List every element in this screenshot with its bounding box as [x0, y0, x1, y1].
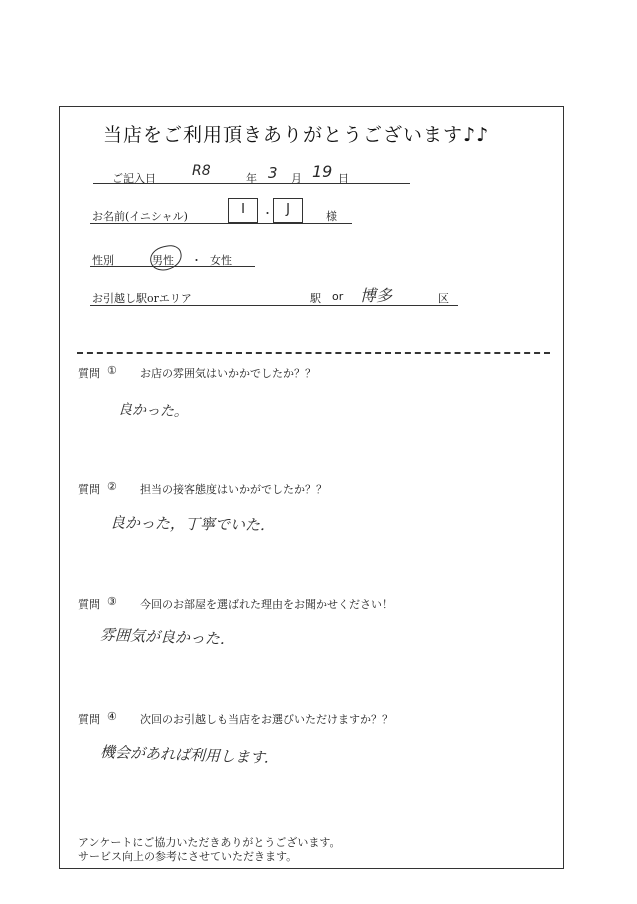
moving-label: お引越し駅orエリア	[92, 292, 192, 305]
entry-date-underline	[93, 183, 410, 184]
gender-option-male: 男性	[152, 254, 174, 267]
gender-underline	[90, 266, 255, 267]
entry-date-year-unit: 年	[246, 172, 257, 185]
name-label: お名前(イニシャル)	[92, 210, 188, 223]
question-2-answer: 良かった，丁寧でいた．	[109, 513, 276, 535]
entry-date-year: R8	[192, 163, 211, 179]
question-4-text: 次回のお引越しも当店をお選びいただけますか？？	[140, 713, 393, 726]
gender-option-female: 女性	[210, 254, 232, 267]
name-suffix: 様	[326, 210, 337, 223]
entry-date-day-unit: 日	[338, 172, 349, 185]
question-4-number: ④	[107, 710, 117, 723]
footer-line-2: サービス向上の参考にさせていただきます。	[78, 850, 298, 863]
question-1-label: 質問	[78, 367, 100, 380]
station-unit: 駅	[310, 292, 321, 305]
moving-underline	[90, 305, 458, 306]
question-2-label: 質問	[78, 483, 100, 496]
page-title: 当店をご利用頂きありがとうございます♪♪	[103, 124, 490, 146]
question-1-answer: 良かった。	[117, 401, 189, 421]
entry-date-month-unit: 月	[291, 172, 302, 185]
question-1-text: お店の雰囲気はいかかでしたか？？	[140, 367, 316, 380]
gender-separator: ・	[191, 254, 202, 267]
or-text: or	[332, 290, 344, 303]
entry-date-month: 3	[268, 164, 278, 182]
question-3-number: ③	[107, 595, 117, 608]
question-3-label: 質問	[78, 598, 100, 611]
footer-note	[78, 836, 340, 864]
section-divider	[77, 352, 550, 354]
question-2-number: ②	[107, 480, 117, 493]
footer-line-1: アンケートにご協力いただきありがとうございます。	[78, 836, 341, 849]
question-1-number: ①	[107, 364, 117, 377]
question-4-label: 質問	[78, 713, 100, 726]
area-unit: 区	[438, 292, 449, 305]
entry-date-day: 19	[312, 162, 333, 181]
area-answer: 博多	[360, 286, 393, 305]
question-2-text: 担当の接客態度はいかがでしたか？？	[140, 483, 327, 496]
question-3-text: 今回のお部屋を選ばれた理由をお聞かせください！	[140, 598, 393, 611]
entry-date-label: ご記入日	[112, 172, 156, 185]
question-3-answer: 雰囲気が良かった．	[99, 625, 236, 649]
initial-box-2: J	[273, 198, 303, 223]
initial-box-1: I	[228, 198, 258, 223]
question-4-answer: 機会があれば利用します．	[99, 742, 280, 768]
initial-separator: ・	[262, 207, 273, 220]
gender-label: 性別	[92, 254, 114, 267]
name-underline	[90, 223, 352, 224]
